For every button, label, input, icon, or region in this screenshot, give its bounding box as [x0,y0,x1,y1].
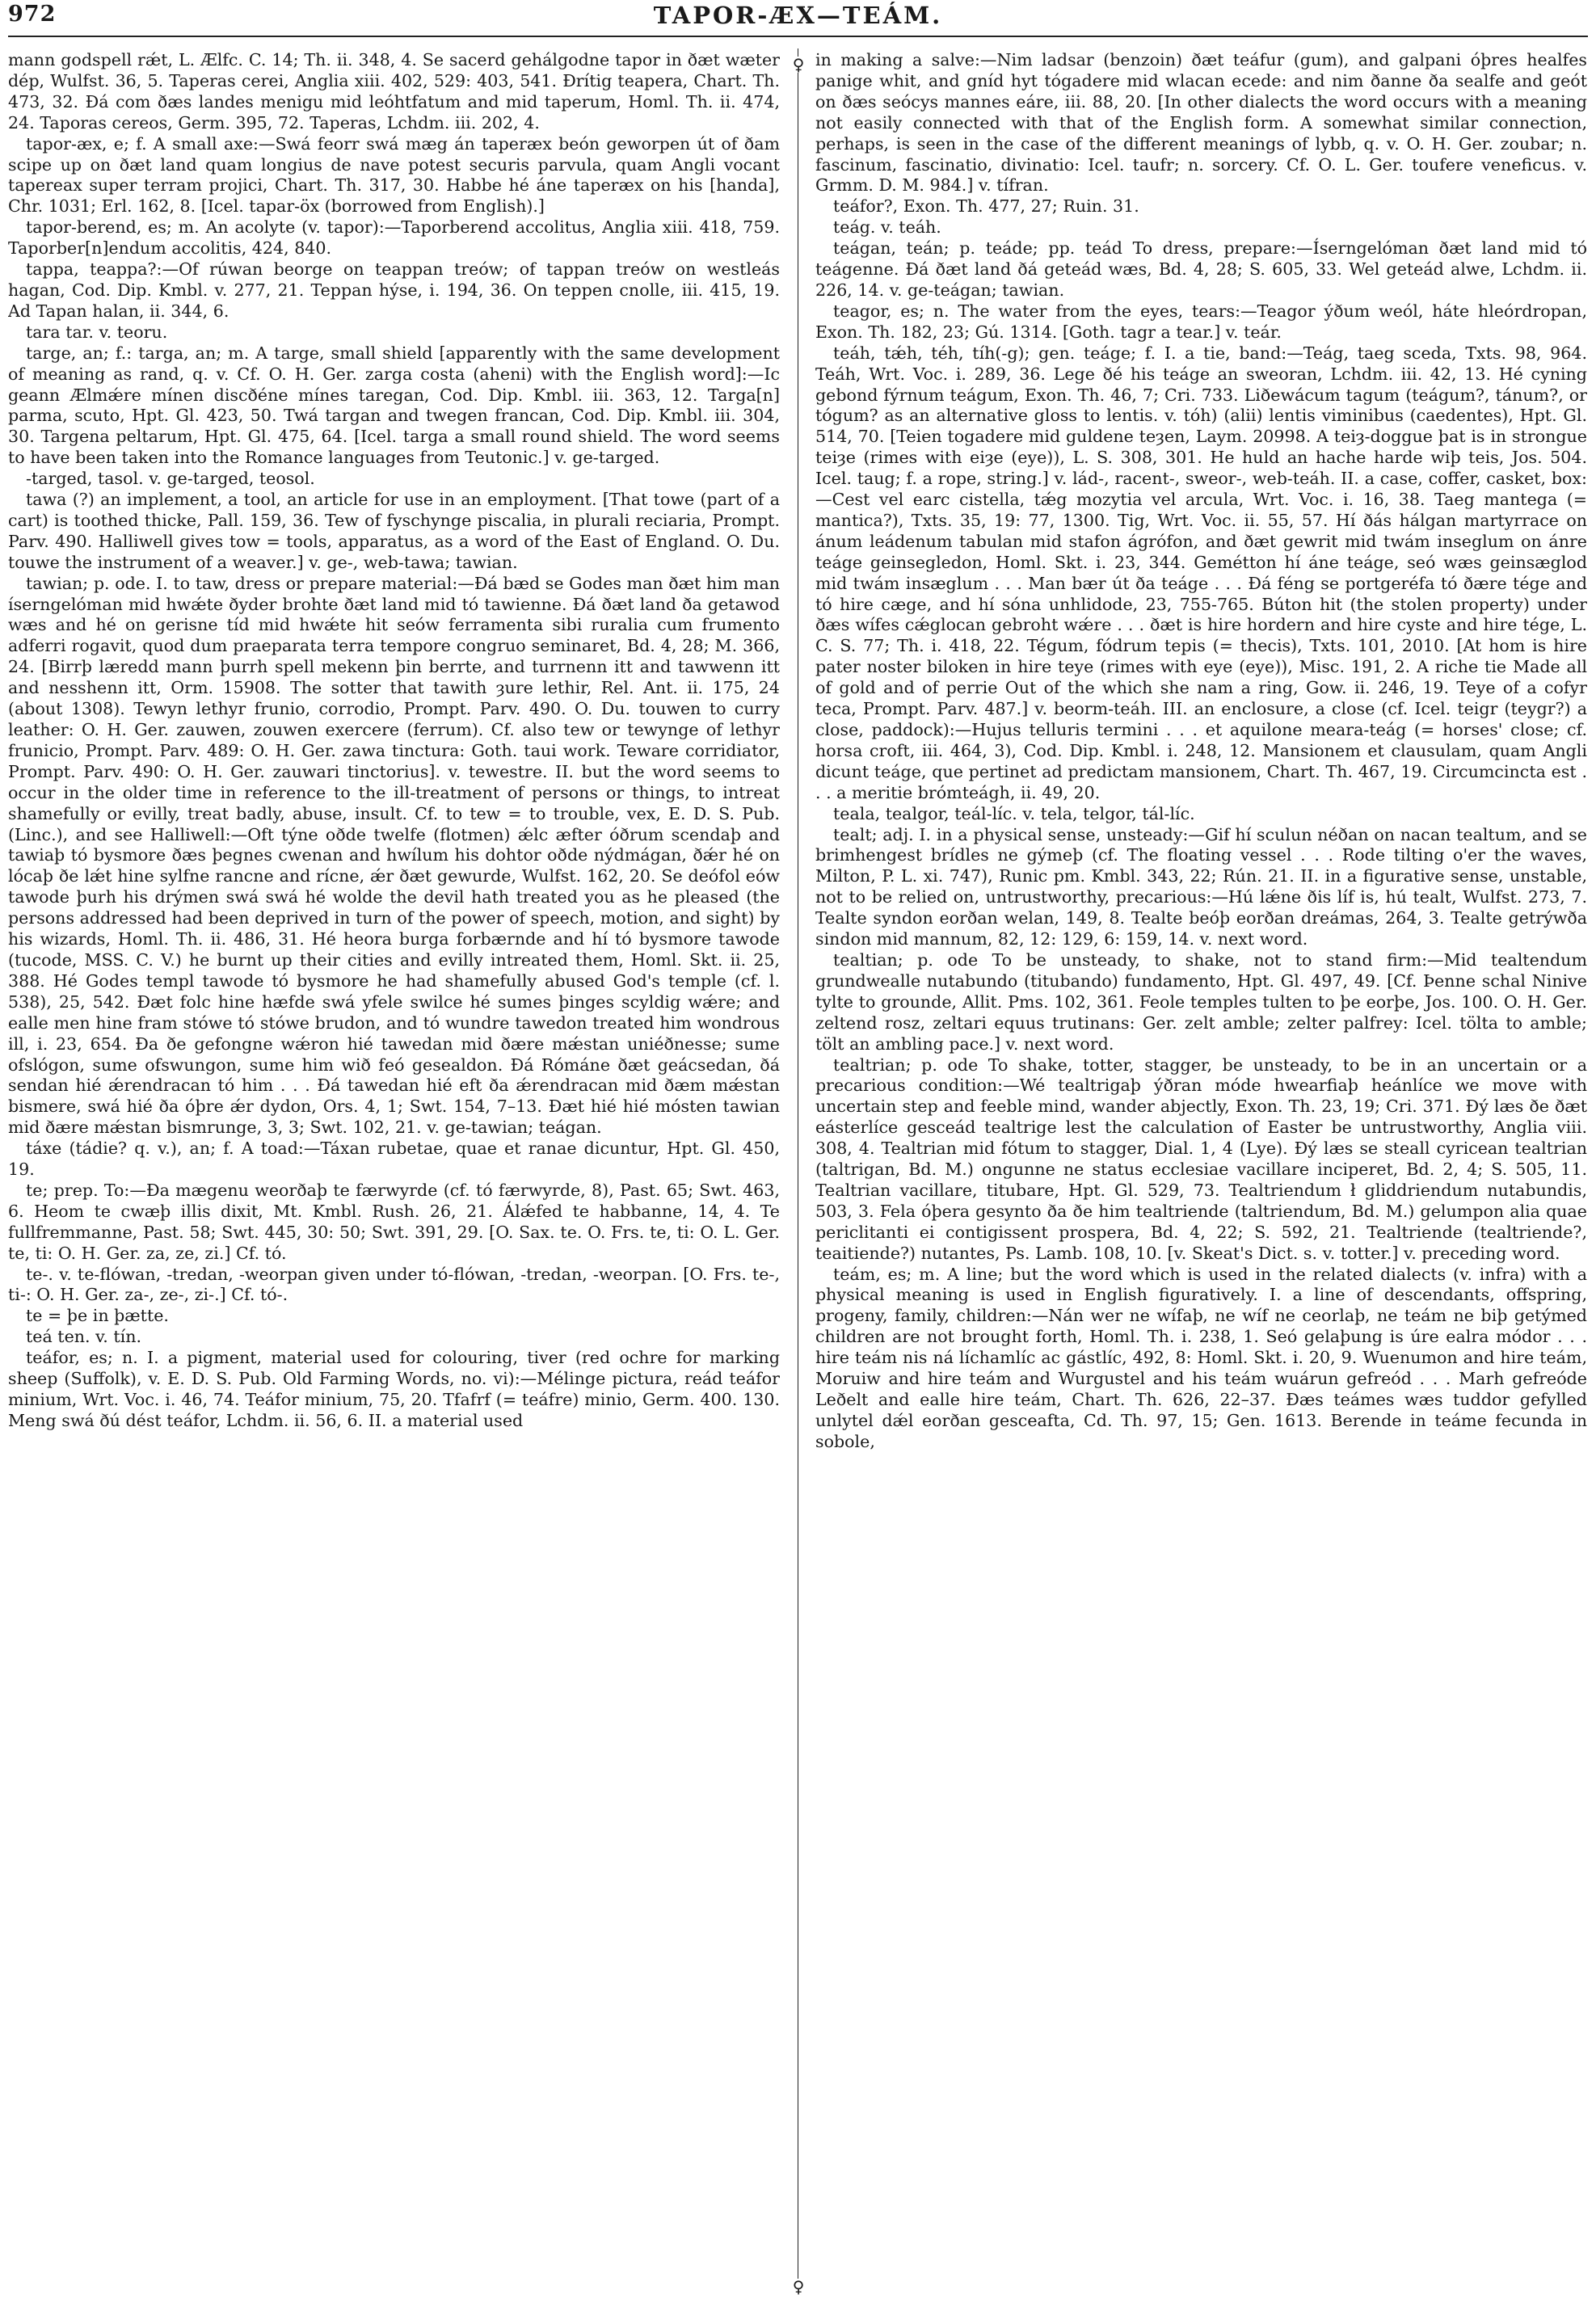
column-ornament-bottom-icon: ♀ [790,2279,806,2295]
dictionary-entry: te = þe in þætte. [26,1306,169,1326]
dictionary-entry: teáfor?, Exon. Th. 477, 27; Ruin. 31. [833,196,1139,217]
dictionary-entry: teágan, teán; p. teáde; pp. teád To dress, prepare:—Íserngelóman ðæt land mid tó teágenne. Ðá ðæt land ðá geteád wæs, Bd. 4, 28; S. 605, 33. Wel geteád alwe, Lchdm. ii. 226, 14. v. ge-teágan; tawian. [815,238,1587,300]
left-column [8,50,780,2292]
dictionary-entry: teág. v. teáh. [833,217,941,238]
page-header [8,0,1588,37]
dictionary-entry: tawian; p. ode. I. to taw, dress or prepare material:—Ðá bæd se Godes man ðæt him man íserngelóman mid hwǽte ðyder brohte ðæt land mid tó tawienne. Ðá ðæt land ða getawod wæs and hé on gerisne tíd mid hwǽte hit seów ferramenta sibi ruralia cum frumento adferri rogavit, quod dum praeparata terra tempore congruo seminaret, Bd. 4, 28; M. 366, 24. [Birrþ læredd mann þurrh spell mekenn þin berrte, and turrnenn itt and tawwenn itt and nesshenn itt, Orm. 15908. The sotter that tawith ȝure lethir, Rel. Ant. ii. 175, 24 (about 1308). Tewyn lethyr frunio, corrodio, Prompt. Parv. 490. O. Du. touwen to curry leather: O. H. Ger. zauwen, zouwen exercere (ferrum). Cf. also tew or tewynge of lethyr frunicio, Prompt. Parv. 489: O. H. Ger. zawa tinctura: Goth. taui work. Teware corridiator, Prompt. Parv. 490: O. H. Ger. zauwari tinctorius]. v. tewestre. II. but the word seems to occur in the older time in reference to the ill-treatment of persons or things, to intreat shamefully or evilly, treat badly, abuse, insult. Cf. to tew = to trouble, vex, E. D. S. Pub. (Linc.), and see Halliwell:—Oft týne oðde twelfe (flotmen) ǽlc æfter óðrum scendaþ and tawiaþ tó bysmore ðæs þegnes cwenan and hwílum his dohtor oðde nýdmágan, ðǽr hé on lócaþ ðe lǽt hine sylfne rancne and rícne, ǽr ðæt gewurde, Wulfst. 162, 20. Se deófol eów tawode þurh his drýmen swá swá hé wolde the devil hath treated you as he pleased (the persons addressed had been deprived in turn of the power of speech, motion, and sight) by his wizards, Homl. Th. ii. 486, 31. Hé heora burga forbærnde and hí tó bysmore tawode (tucode, MSS. C. V.) he burnt up their cities and evilly intreated them, Homl. Skt. ii. 25, 388. Hé Godes templ tawode tó bysmore he had shamefully abused God's temple (cf. l. 538), 25, 542. Ðæt folc hine hæfde swá yfele swilce hé sumes þinges scyldig wǽre; and ealle men hine fram stówe tó stówe brudon, and tó wundre tawedon treated him wondrous ill, i. 23, 654. Ða ðe gefongne wǽron hié tawedan mid ðære mǽstan uniéðnesse; sume ofslógon, sume ofswungon, sume him wið feó gesealdon. Ðá Rómáne ðæt geácsedan, ðá sendan hié ǽrendracan tó him . . . Ðá tawedan hié eft ða ǽrendracan mid ðæm mǽstan bismere, swá hié ða óþre ǽr dydon, Ors. 4, 1; Swt. 154, 7–13. Ðæt hié hié mósten tawian mid ðære mǽstan bismrunge, 3, 3; Swt. 102, 21. v. ge-tawian; teágan. [8,573,780,1138]
dictionary-entry: teagor, es; n. The water from the eyes, tears:—Teagor ýðum weól, háte hleórdropan, Exon. Th. 182, 23; Gú. 1314. [Goth. tagr a tear.] v. teár. [815,301,1587,342]
column-ornament-top-icon: ♀ [790,57,806,73]
dictionary-entry: tapor-æx, e; f. A small axe:—Swá feorr swá mæg án taperæx beón geworpen út of ðam scipe up on ðæt land quam longius de nave potest securis parvula, quam Angli vocant tapereax super terram projici, Chart. Th. 317, 30. Habbe hé áne taperæx on his [handa], Chr. 1031; Erl. 162, 8. [Icel. tapar-öx (borrowed from English).] [8,133,780,217]
dictionary-entry: tara tar. v. teoru. [26,322,168,342]
dictionary-entry: te-. v. te-flówan, -tredan, -weorpan given under tó-flówan, -tredan, -weorpan. [O. Frs. te-, ti-: O. H. Ger. za-, ze-, zi-.] Cf. tó-. [8,1264,780,1305]
dictionary-entry: teala, tealgor, teál-líc. v. tela, telgor, tál-líc. [833,803,1195,823]
dictionary-entry: in making a salve:—Nim ladsar (benzoin) ðæt teáfur (gum), and galpani óþres healfes panige whit, and gníd hyt tógadere mid wlacan ecede: and nim ðanne ða sealfe and geót on ðæs seócys mannes eáre, iii. 88, 20. [In other dialects the word occurs with a meaning not easily connected with that of the English form. A somewhat similar connection, perhaps, is seen in the case of the different meanings of lybb, q. v. O. H. Ger. zoubar; n. fascinum, fascinatio, divinatio: Icel. taufr; n. sorcery. Cf. O. L. Ger. toufere veneficus. v. Grmm. D. M. 984.] v. tífran. [815,50,1587,196]
dictionary-entry: tealtian; p. ode To be unsteady, to shake, not to stand firm:—Mid tealtendum grundwealle nutabundo (titubando) fundamento, Hpt. Gl. 497, 49. [Cf. Þenne schal Ninive tylte to grounde, Allit. Pms. 102, 361. Feole temples tulten to þe eorþe, Jos. 100. O. H. Ger. zeltend rosz, zeltari equus trutinans: Ger. zelt amble; zelter palfrey: Icel. tölta to amble; tölt an ambling pace.] v. next word. [815,949,1587,1054]
right-column [815,50,1587,2292]
dictionary-entry: teáfor, es; n. I. a pigment, material used for colouring, tiver (red ochre for marking sheep (Suffolk), v. E. D. S. Pub. Old Farming Words, no. vi):—Mélinge pictura, reád teáfor minium, Wrt. Voc. i. 46, 74. Teáfor minium, 75, 20. Tfafrf (= teáfre) minio, Germ. 400. 130. Meng swá ðú dést teáfor, Lchdm. ii. 56, 6. II. a material used [8,1348,780,1430]
header-rule [8,36,1588,37]
dictionary-entry: teá ten. v. tín. [26,1327,142,1347]
dictionary-entry: -targed, tasol. v. ge-targed, teosol. [26,469,315,489]
running-head: TAPOR-ÆX—TEÁM. [653,2,943,29]
dictionary-entry: táxe (tádie? q. v.), an; f. A toad:—Táxan rubetae, quae et ranae dicuntur, Hpt. Gl. 450, 19. [8,1139,780,1180]
dictionary-entry: tappa, teappa?:—Of rúwan beorge on teappan treów; of tappan treów on westleás hagan, Cod. Dip. Kmbl. v. 277, 21. Teppan hýse, i. 194, 36. On teppen cnolle, iii. 415, 19. Ad Tapan halan, ii. 344, 6. [8,259,780,321]
dictionary-entry: teáh, tǽh, téh, tíh(-g); gen. teáge; f. I. a tie, band:—Teág, taeg sceda, Txts. 98, 964. Teáh, Wrt. Voc. i. 289, 36. Lege ðé his teáge an sweoran, Lchdm. iii. 42, 13. Hé cyning gebond fýrnum teágum, Exon. Th. 46, 7; Cri. 733. Liðewácum tagum (teágum?, tánum?, or tógum? as an alternative gloss to lentis. v. tóh) (alii) lentis viminibus (caedentes), Hpt. Gl. 514, 70. [Teien togadere mid guldene teȝen, Laym. 20998. A teiȝ-doggue þat is in strongue teiȝe (rimes with eiȝe (eye)), L. S. 308, 301. He huld an hache harde wiþ teis, Jos. 504. Icel. taug; f. a rope, string.] v. lád-, racent-, sweor-, web-teáh. II. a case, coffer, casket, box:—Cest vel earc cistella, tǽg mozytia vel arcula, Wrt. Voc. i. 16, 38. Taeg mantega (= mantica?), Txts. 35, 19: 77, 1300. Tig, Wrt. Voc. ii. 55, 57. Hí ðás hálgan martyrrace on ánum leádenum tabulan mid stafon ágrófon, and ðæt gewrit mid twám inseglum on ánre teáge geinsegledon, Homl. Skt. i. 23, 344. Gemétton hí áne teáge, seó wæs geinsæglod mid twám insæglum . . . Man bær út ða teáge . . . Ðá féng se portgeréfa tó ðære tége and tó hire cæge, and hí sóna unhlidode, 23, 755-765. Búton hit (the stolen property) under ðæs wífes cǽglocan gebroht wǽre . . . ðæt is hire hordern and hire cyste and hire tége, L. C. S. 77; Th. i. 418, 22. Tégum, fódrum tepis (= thecis), Txts. 101, 2010. [At hom is hire pater noster biloken in hire teye (rimes with eye (eye)), Misc. 191, 2. A riche tie Made all of gold and of perrie Out of the which she nam a ring, Gow. ii. 246, 19. Teye of a cofyr teca, Prompt. Parv. 487.] v. beorm-teáh. III. an enclosure, a close (cf. Icel. teigr (teygr?) a close, paddock):—Hujus telluris termini . . . et aquilone meara-teág (= horses' close; cf. horsa croft, iii. 464, 3), Cod. Dip. Kmbl. i. 248, 12. Mansionem et clausulam, quam Angli dicunt teáge, que pertinet ad predictam mansionem, Chart. Th. 467, 19. Circumcincta est . . . a meritie brómteágh, ii. 49, 20. [815,343,1587,802]
dictionary-entry: mann godspell rǽt, L. Ælfc. C. 14; Th. ii. 348, 4. Se sacerd gehálgodne tapor in ðæt wæter dép, Wulfst. 36, 5. Taperas cerei, Anglia xiii. 402, 529: 403, 541. Ðrítig teapera, Chart. Th. 473, 32. Ðá com ðæs landes menigu mid leóhtfatum and mid taperum, Homl. Th. ii. 474, 24. Taporas cereos, Germ. 395, 72. Taperas, Lchdm. iii. 202, 4. [8,50,780,133]
dictionary-entry: targe, an; f.: targa, an; m. A targe, small shield [apparently with the same development of meaning as rand, q. v. Cf. O. H. Ger. zarga costa (aheni) with the English word]:—Ic geann Ælmǽre mínen discðéne mínes taregan, Cod. Dip. Kmbl. iii. 363, 12. Targa[n] parma, scuto, Hpt. Gl. 423, 50. Twá targan and twegen francan, Cod. Dip. Kmbl. iii. 304, 30. Targena peltarum, Hpt. Gl. 475, 64. [Icel. targa a small round shield. The word seems to have been taken into the Romance languages from Teutonic.] v. ge-targed. [8,343,780,468]
dictionary-entry: tapor-berend, es; m. An acolyte (v. tapor):—Taporberend accolitus, Anglia xiii. 418, 759. Taporber[n]endum accolitis, 424, 840. [8,217,780,259]
dictionary-entry: tealtrian; p. ode To shake, totter, stagger, be unsteady, to be in an uncertain or a precarious condition:—Wé tealtrigaþ ýðran móde hwearfiaþ heánlíce we move with uncertain step and feeble mind, wander abjectly, Exon. Th. 23, 19; Cri. 371. Ðý læs ðe ðæt eásterlíce gesceád tealtrige lest the calculation of Easter be untrustworthy, Anglia viii. 308, 4. Tealtrian mid fótum to stagger, Dial. 1, 4 (Lye). Ðý læs se steall cyricean tealtrian (taltrigan, Bd. M.) ongunne ne status ecclesiae vacillare inciperet, Bd. 2, 4; S. 505, 11. Tealtrian vacillare, titubare, Hpt. Gl. 529, 73. Tealtriendum ł gliddriendum nutabundis, 503, 3. Fela óþera gesynto ða ðe him tealtriende (taltriendum, Bd. M.) gelumpon alia quae periclitanti ei contigissent prospera, Bd. 4, 22; S. 592, 21. Tealtriende (tealtriende?, teaitiende?) nutantes, Ps. Lamb. 108, 10. [v. Skeat's Dict. s. v. totter.] v. preceding word. [815,1054,1587,1263]
dictionary-entry: tawa (?) an implement, a tool, an article for use in an employment. [That towe (part of a cart) is toothed thicke, Pall. 159, 36. Tew of fyschynge piscalia, in plurali reciaria, Prompt. Parv. 490. Halliwell gives tow = tools, apparatus, as a word of the East of England. O. Du. touwe the instrument of a weaver.] v. ge-, web-tawa; tawian. [8,490,780,572]
dictionary-entry: tealt; adj. I. in a physical sense, unsteady:—Gif hí sculun néðan on nacan tealtum, and se brimhengest brídles ne gýmeþ (cf. The floating vessel . . . Rode tilting o'er the waves, Milton, P. L. xi. 747), Runic pm. Kmbl. 343, 22; Rún. 21. II. in a figurative sense, unstable, not to be relied on, untrustworthy, precarious:—Hú lǽne ðis líf is, hú tealt, Wulfst. 273, 7. Tealte syndon eorðan welan, 149, 8. Tealte beóþ eorðan dreámas, 264, 3. Tealte getrýwða sindon mid mannum, 82, 12: 129, 6: 159, 14. v. next word. [815,824,1587,949]
dictionary-entry: te; prep. To:—Ða mægenu weorðaþ te færwyrde (cf. tó færwyrde, 8), Past. 65; Swt. 463, 6. Heom te cwæþ illis dixit, Mt. Kmbl. Rush. 26, 21. Álǽfed te habbanne, 14, 4. Te fullfremmanne, Past. 58; Swt. 445, 30: 50; Swt. 391, 29. [O. Sax. te. O. Frs. te, ti: O. L. Ger. te, ti: O. H. Ger. za, ze, zi.] Cf. tó. [8,1180,780,1263]
page-number: 972 [8,2,57,27]
dictionary-entry: teám, es; m. A line; but the word which is used in the related dialects (v. infra) with a physical meaning is used in English figuratively. I. a line of descendants, offspring, progeny, family, children:—Nán wer ne wífaþ, ne wíf ne ceorlaþ, ne teám ne biþ getýmed children are not brought forth, Homl. Th. i. 238, 1. Seó gelaþung is úre ealra módor . . . hire teám nis ná líchamlíc ac gástlíc, 492, 8: Homl. Skt. i. 20, 9. Wuenumon and hire teám, Moruiw and hire teám and Wurgustel and his teám wuárun gefreód . . . Marh gefreóde Leðelt and ealle hire teám, Chart. Th. 626, 22–37. Ðæs teámes wæs tuddor gefylled unlytel dǽl eorðan gesceafta, Cd. Th. 97, 15; Gen. 1613. Berende in teáme fecunda in sobole, [815,1264,1587,1451]
